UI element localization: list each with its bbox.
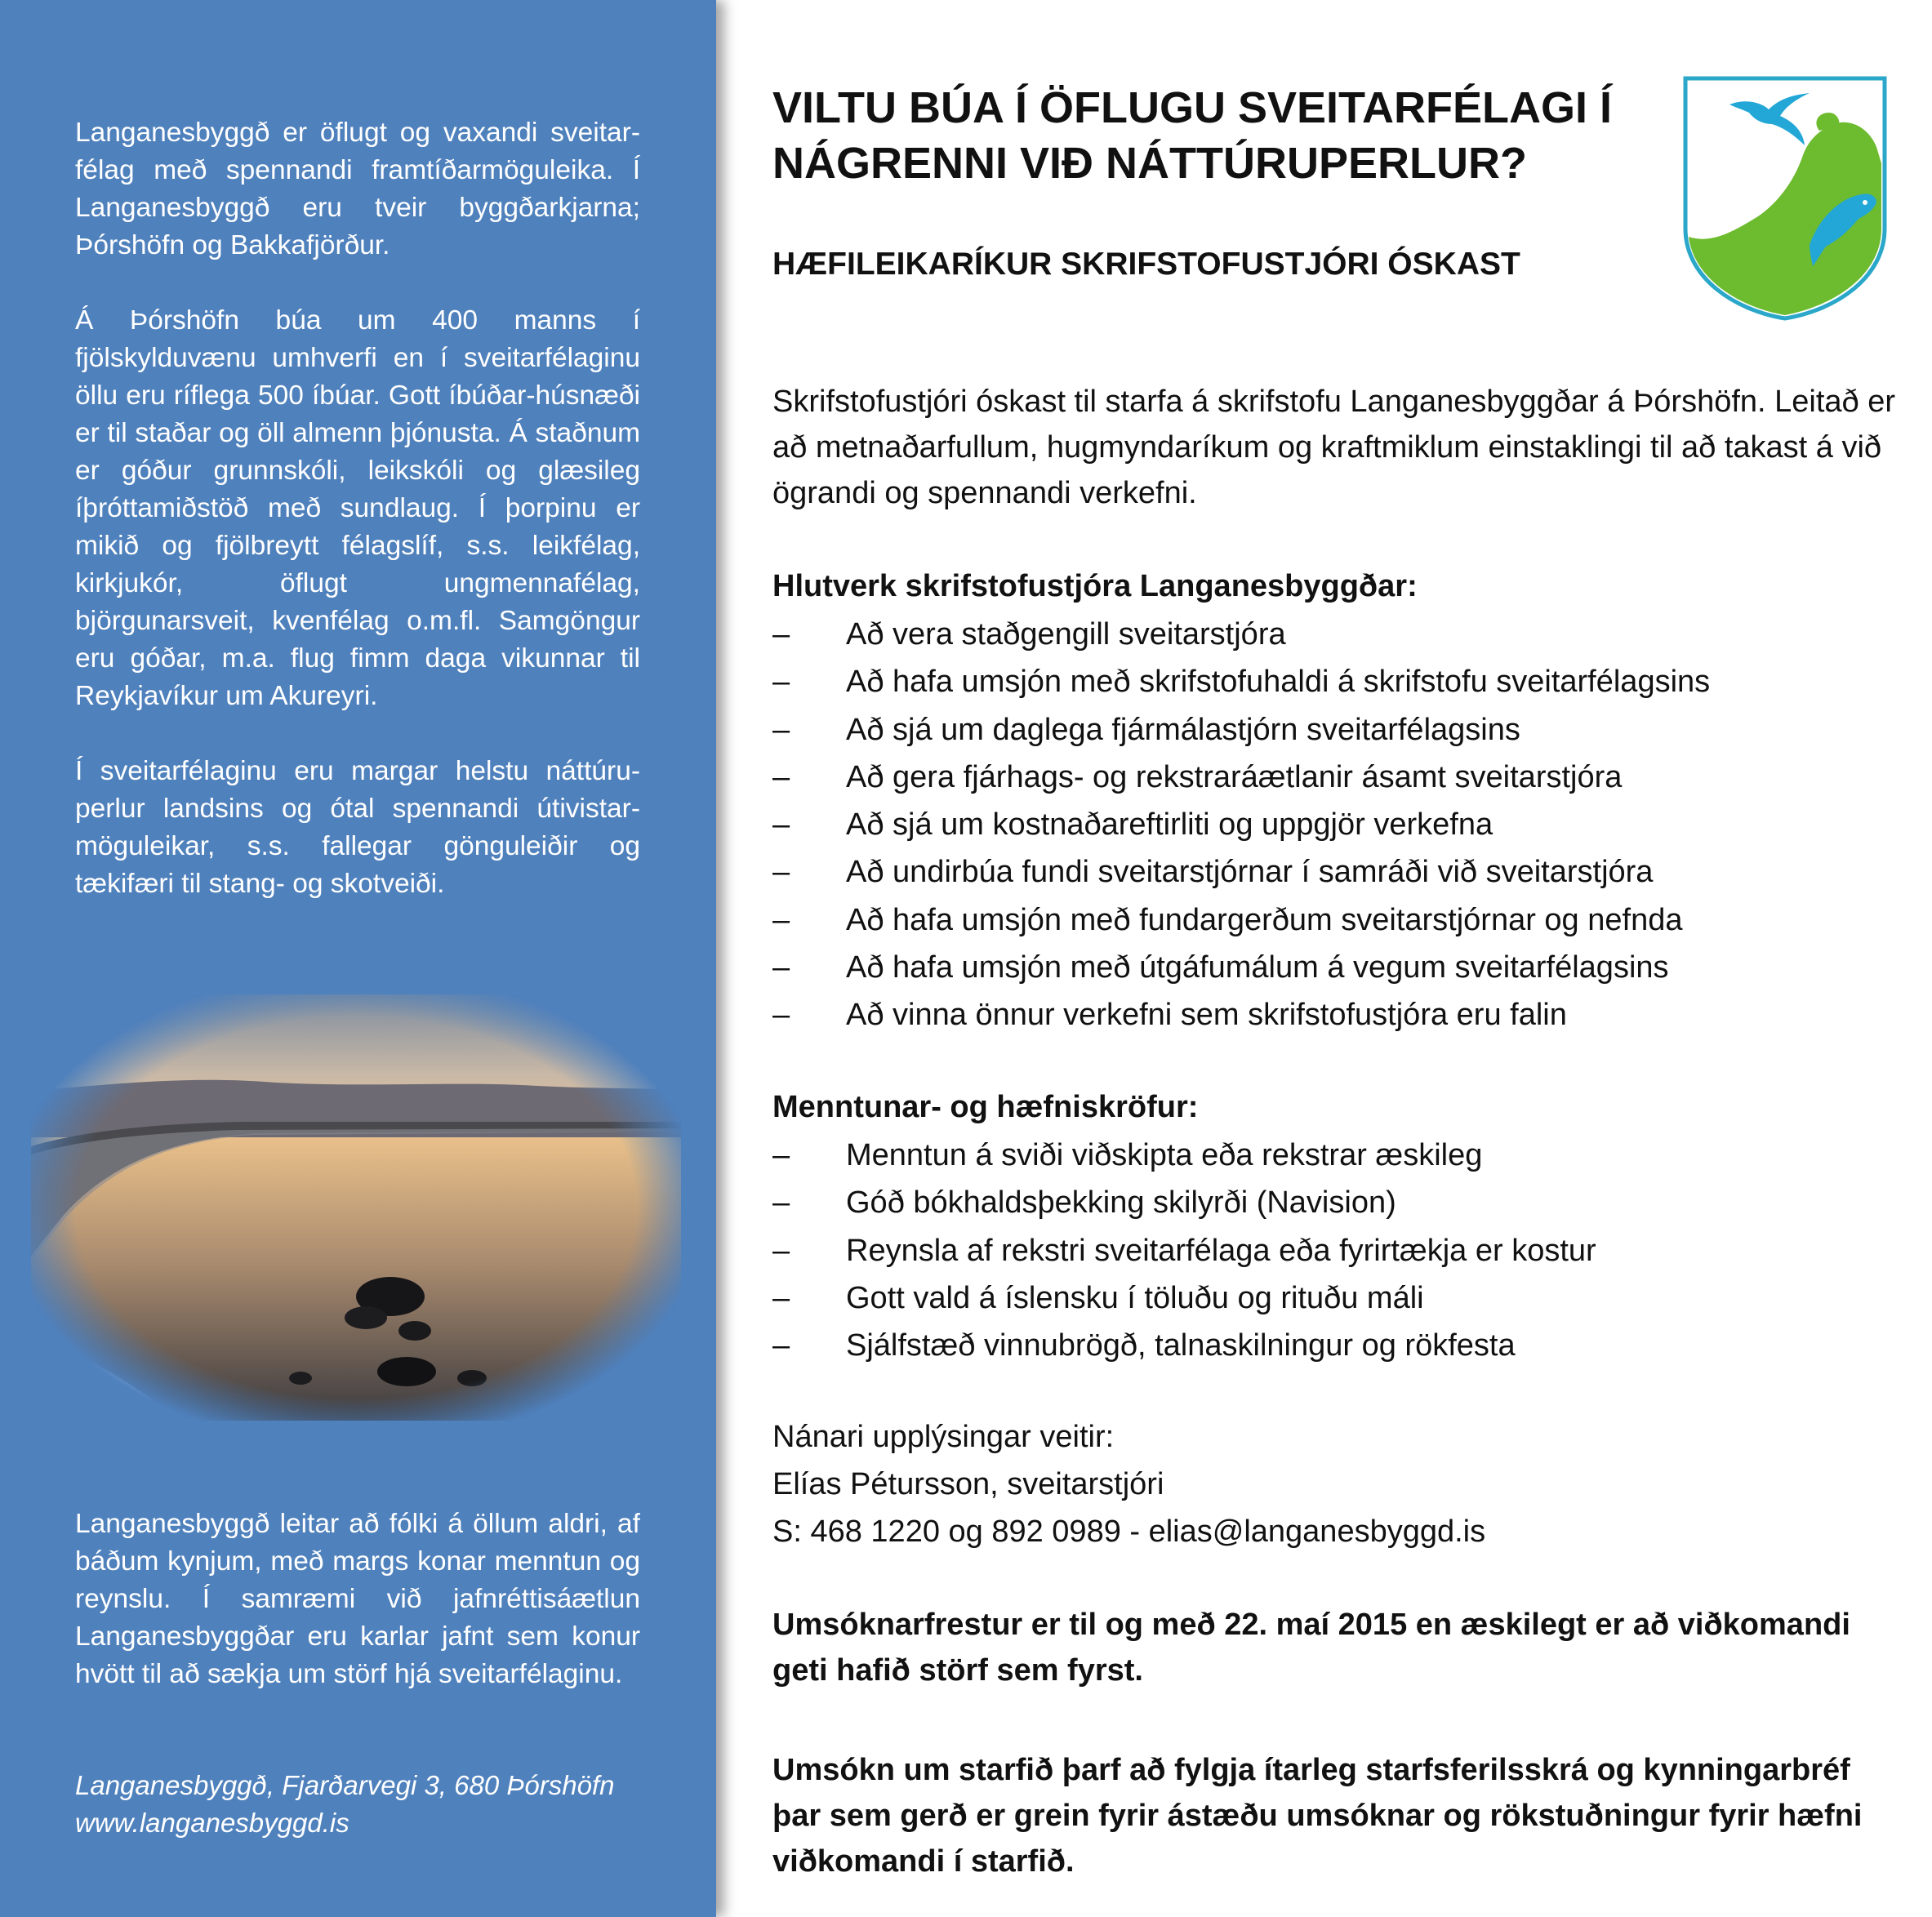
sidebar-address: Langanesbyggð, Fjarðarvegi 3, 680 Þórshöfn	[75, 1770, 615, 1800]
list-item: – Að sjá um daglega fjármálastjórn sveitarfélagsins	[772, 706, 1916, 754]
contact-heading: Nánari upplýsingar veitir:	[772, 1420, 1115, 1454]
application-deadline: Umsóknarfrestur er til og með 22. maí 2015 en æskilegt er að viðkomandi geti hafið störf sem fyrst.	[772, 1608, 1850, 1688]
dash-marker: –	[772, 855, 790, 890]
list-item: – Að sjá um kostnaðareftirliti og uppgjör verkefna	[772, 801, 1916, 848]
harbor-sunset-photo	[31, 994, 681, 1421]
job-intro: Skrifstofustjóri óskast til starfa á skrifstofu Langanesbyggðar á Þórshöfn. Leitað er að metnaðarfullum, hugmyndaríkum og kraftmiklum einstaklingi til að takast á við ögrandi og spennandi verkefni.	[772, 385, 1896, 510]
application-instructions: Umsókn um starfið þarf að fylgja ítarleg starfsferilsskrá og kynningarbréf þar sem gerð er grein fyrir ástæðu umsóknar og rökstuðningur fyrir hæfni viðkomandi í starfið.	[772, 1753, 1863, 1879]
sidebar-paragraph-nature: Í sveitarfélaginu eru margar helstu náttúru-perlur landsins og ótal spennandi útivistar-möguleikar, s.s. fallegar gönguleiðir og tækifæri til stang- og skotveiði.	[75, 756, 640, 899]
sidebar	[0, 0, 716, 1917]
dash-marker: –	[772, 950, 790, 985]
sidebar-paragraph-equality: Langanesbyggð leitar að fólki á öllum aldri, af báðum kynjum, með margs konar menntun og reynslu. Í samræmi við jafnréttisáætlun Langanesbyggðar eru karlar jafnt sem konur hvött til að sækja um störf hjá sveitarfélaginu.	[75, 1509, 640, 1689]
dash-marker: –	[772, 712, 790, 747]
dash-marker: –	[772, 1233, 790, 1268]
page-subtitle: HÆFILEIKARÍKUR SKRIFSTOFUSTJÓRI ÓSKAST	[772, 247, 1520, 282]
sidebar-website[interactable]: www.langanesbyggd.is	[75, 1808, 349, 1838]
coat-of-arms-icon	[1680, 73, 1890, 323]
requirements-list	[772, 1132, 1916, 1369]
dash-marker: –	[772, 1138, 790, 1172]
list-item: – Að hafa umsjón með skrifstofuhaldi á skrifstofu sveitarfélagsins	[772, 658, 1916, 705]
dash-marker: –	[772, 1280, 790, 1315]
roles-heading: Hlutverk skrifstofustjóra Langanesbyggðar:	[772, 569, 1418, 603]
sidebar-paragraph-community: Á Þórshöfn búa um 400 manns í fjölskylduvænu umhverfi en í sveitarfélaginu öllu eru ríflega 500 íbúar. Gott íbúðar-húsnæði er til staðar og öll almenn þjónusta. Á staðnum er góður grunnskóli, leikskóli og glæsileg íþróttamiðstöð með sundlaug. Í þorpinu er mikið og fjölbreytt félagslíf, s.s. leikfélag, kirkjukór, öflugt ungmennafélag, björgunarsveit, kvenfélag o.m.fl. Samgöngur eru góðar, m.a. flug fimm daga vikunnar til Reykjavíkur um Akureyri.	[75, 305, 640, 711]
page-title: VILTU BÚA Í ÖFLUGU SVEITARFÉLAGI Í NÁGRENNI VIÐ NÁTTÚRUPERLUR?	[772, 83, 1612, 188]
roles-list	[772, 611, 1916, 1039]
dash-marker: –	[772, 759, 790, 794]
contact-name: Elías Pétursson, sveitarstjóri	[772, 1467, 1164, 1501]
dash-marker: –	[772, 665, 790, 700]
list-item: – Að vinna önnur verkefni sem skrifstofustjóra eru falin	[772, 991, 1916, 1039]
dash-marker: –	[772, 1185, 790, 1221]
list-item: – Að vera staðgengill sveitarstjóra	[772, 611, 1916, 658]
list-item: – Menntun á sviði viðskipta eða rekstrar æskileg	[772, 1132, 1916, 1179]
sidebar-paragraph-intro: Langanesbyggð er öflugt og vaxandi sveitar-félag með spennandi framtíðarmöguleika. Í Langanesbyggð eru tveir byggðarkjarna; Þórshöfn og Bakkafjörður.	[75, 118, 640, 260]
list-item: – Reynsla af rekstri sveitarfélaga eða fyrirtækja er kostur	[772, 1227, 1916, 1274]
dash-marker: –	[772, 617, 790, 652]
dash-marker: –	[772, 1328, 790, 1363]
contact-phone-email[interactable]: S: 468 1220 og 892 0989 - elias@langanesbyggd.is	[772, 1514, 1486, 1549]
list-item: – Sjálfstæð vinnubrögð, talnaskilningur og rökfesta	[772, 1322, 1916, 1369]
requirements-heading: Menntunar- og hæfniskröfur:	[772, 1090, 1199, 1124]
list-item: – Góð bókhaldsþekking skilyrði (Navision)	[772, 1179, 1916, 1226]
dash-marker: –	[772, 807, 790, 843]
dash-marker: –	[772, 902, 790, 937]
dash-marker: –	[772, 998, 790, 1033]
list-item: – Að hafa umsjón með útgáfumálum á vegum sveitarfélagsins	[772, 944, 1916, 991]
list-item: – Að gera fjárhags- og rekstraráætlanir ásamt sveitarstjóra	[772, 754, 1916, 801]
list-item: – Að hafa umsjón með fundargerðum sveitarstjórnar og nefnda	[772, 896, 1916, 944]
list-item: – Gott vald á íslensku í töluðu og rituðu máli	[772, 1274, 1916, 1322]
sidebar-contact-block	[75, 1767, 663, 1842]
list-item: – Að undirbúa fundi sveitarstjórnar í samráði við sveitarstjóra	[772, 848, 1916, 896]
